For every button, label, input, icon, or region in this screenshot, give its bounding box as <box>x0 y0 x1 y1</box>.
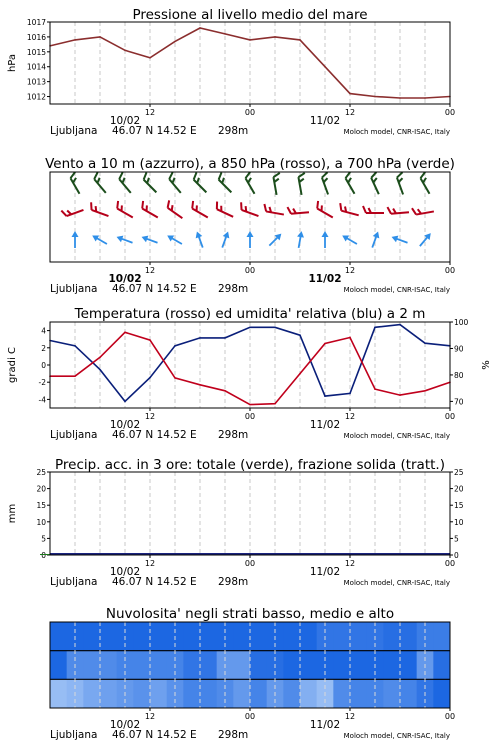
date-label: 11/02 <box>309 419 341 431</box>
wind-barb <box>165 200 186 218</box>
cloud-cell <box>433 679 450 708</box>
x-tick-label: 12 <box>344 108 356 117</box>
temperature-line-point <box>249 404 251 406</box>
footer-altitude: 298m <box>218 429 249 441</box>
temperature-line-point <box>324 343 326 345</box>
pressure-line-point <box>274 36 276 38</box>
cloud-cell <box>200 679 217 708</box>
y-tick-label-right: 10 <box>454 517 464 527</box>
temperature-line-point <box>374 388 376 390</box>
x-tick-label: 00 <box>444 412 456 421</box>
cloud-cell <box>183 651 200 680</box>
cloud-cell <box>400 651 417 680</box>
x-tick-label: 12 <box>144 108 156 117</box>
y-tick-label-right: 0 <box>454 551 459 560</box>
y-tick-label-right: 5 <box>454 534 459 544</box>
barb-feather <box>165 200 171 207</box>
barb-feather <box>263 204 267 211</box>
arrow-head <box>90 232 99 241</box>
y-tick-label: 25 <box>36 468 46 477</box>
cloud-cell <box>383 679 400 708</box>
arrow-head <box>247 231 254 237</box>
cloud-cell <box>350 651 367 680</box>
date-label: 10/02 <box>109 566 141 578</box>
barb-feather <box>140 201 146 209</box>
wind-barb <box>370 172 385 194</box>
x-tick-label: 00 <box>444 712 456 721</box>
date-label: 10/02 <box>108 273 142 285</box>
cloud-cell <box>400 622 417 651</box>
cloud-cell <box>83 622 100 651</box>
x-tick-label: 12 <box>144 412 156 421</box>
temperature-line-point <box>174 377 176 379</box>
x-tick-label: 12 <box>344 559 356 568</box>
y-axis-label-right: % <box>481 360 492 370</box>
cloud-cell <box>150 622 167 651</box>
wind-barb <box>419 172 436 194</box>
cloud-cell <box>383 651 400 680</box>
footer-coords: 46.07 N 14.52 E <box>112 125 197 137</box>
humidity-line-point <box>199 337 201 339</box>
barb-feather <box>192 173 199 180</box>
cloud-cell <box>50 651 67 680</box>
y-tick-label: 1013 <box>26 77 46 87</box>
cloud-cell <box>183 622 200 651</box>
humidity-line-point <box>174 345 176 347</box>
cloud-cell <box>300 622 317 651</box>
cloud-cell <box>83 651 100 680</box>
y-tick-label: 20 <box>36 484 46 494</box>
barb-shaft <box>291 212 309 214</box>
x-tick-label: 12 <box>344 412 356 421</box>
humidity-line-point <box>99 369 101 371</box>
pressure-line-point <box>374 96 376 98</box>
wind-barb <box>321 172 335 194</box>
pressure-line-point <box>424 97 426 99</box>
barb-shaft <box>391 212 409 214</box>
wind-barb <box>273 173 284 195</box>
y-tick-label: 15 <box>36 501 46 511</box>
footer-model: Moloch model, CNR-ISAC, Italy <box>343 732 450 740</box>
footer-altitude: 298m <box>218 576 249 588</box>
footer-altitude: 298m <box>218 125 249 137</box>
temperature-line-point <box>74 375 76 377</box>
date-label: 10/02 <box>109 719 141 731</box>
cloud-cell <box>133 622 150 651</box>
y-tick-label: -4 <box>38 395 46 405</box>
footer-model: Moloch model, CNR-ISAC, Italy <box>343 286 450 294</box>
footer-altitude: 298m <box>218 283 249 295</box>
temperature-line-point <box>99 356 101 358</box>
arrow-head <box>373 230 382 238</box>
pressure-line-point <box>399 97 401 99</box>
x-tick-label: 00 <box>244 266 256 275</box>
barb-feather <box>363 206 366 213</box>
barb-feather <box>273 173 280 177</box>
x-tick-label: 00 <box>244 108 256 117</box>
pressure-line-point <box>74 39 76 41</box>
footer-altitude: 298m <box>218 729 249 741</box>
cloud-cell <box>250 651 267 680</box>
cloud-cell <box>350 622 367 651</box>
x-tick-label: 00 <box>244 712 256 721</box>
cloud-cell <box>233 679 250 708</box>
arrow-head <box>72 231 79 237</box>
barb-feather <box>89 202 94 210</box>
barb-feather <box>142 173 149 180</box>
pressure-line-point <box>324 66 326 68</box>
temperature-line-point <box>199 384 201 386</box>
chart-title: Vento a 10 m (azzurro), a 850 hPa (rosso), a 700 hPa (verde) <box>45 156 455 172</box>
arrow-head <box>340 232 349 241</box>
footer-model: Moloch model, CNR-ISAC, Italy <box>343 432 450 440</box>
cloud-cell <box>50 679 67 708</box>
date-label: 11/02 <box>309 115 341 127</box>
y-tick-label: 1016 <box>26 32 46 42</box>
humidity-line-point <box>224 337 226 339</box>
pressure-line-point <box>174 41 176 43</box>
cloud-cell <box>50 622 67 651</box>
pressure-line-point <box>349 93 351 95</box>
footer-coords: 46.07 N 14.52 E <box>112 576 197 588</box>
x-tick-label: 00 <box>244 412 256 421</box>
wind-barb <box>142 173 162 193</box>
cloud-cell <box>83 679 100 708</box>
humidity-line-point <box>249 326 251 328</box>
wind-arrow <box>72 231 79 248</box>
y-tick-label-right: 100 <box>454 318 469 327</box>
y-tick-label-right: 80 <box>454 370 464 380</box>
chart-title: Temperatura (rosso) ed umidita' relativa (blu) a 2 m <box>74 306 426 322</box>
humidity-line-point <box>349 393 351 395</box>
barb-feather <box>239 202 244 210</box>
y-tick-label-right: 25 <box>454 468 464 477</box>
pressure-line-point <box>249 39 251 41</box>
y-axis-label: mm <box>7 503 18 524</box>
chart-title: Nuvolosita' negli strati basso, medio e alto <box>105 606 395 622</box>
pressure-line-point <box>124 50 126 52</box>
y-tick-label: 1014 <box>26 62 46 72</box>
y-tick-label-right: 90 <box>454 344 464 354</box>
x-tick-label: 00 <box>244 559 256 568</box>
wind-barb <box>92 172 111 193</box>
barb-feather <box>338 203 343 211</box>
wind-barb <box>396 172 410 194</box>
barb-feather <box>217 173 224 180</box>
cloud-cell <box>250 679 267 708</box>
wind-barb <box>363 206 384 213</box>
y-axis-label: gradi C <box>7 347 18 383</box>
barb-feather <box>315 201 321 209</box>
y-tick-label-right: 70 <box>454 397 464 407</box>
y-tick-label: 1015 <box>26 47 46 57</box>
arrow-head <box>322 231 329 237</box>
humidity-line-point <box>399 324 401 326</box>
barb-feather <box>370 172 378 178</box>
wind-barb <box>263 204 285 215</box>
y-axis-label: hPa <box>7 53 18 73</box>
x-tick-label: 00 <box>444 266 456 275</box>
humidity-line-point <box>299 334 301 336</box>
temperature-line-point <box>424 390 426 392</box>
wind-arrow <box>247 231 254 248</box>
footer-location: Ljubljana <box>50 429 98 441</box>
arrow-head <box>140 234 148 243</box>
x-tick-label: 12 <box>144 712 156 721</box>
wind-arrow <box>322 231 329 248</box>
temperature-line-point <box>299 373 301 375</box>
temperature-line-point <box>124 332 126 334</box>
footer-location: Ljubljana <box>50 729 98 741</box>
arrow-head <box>115 234 123 243</box>
footer-location: Ljubljana <box>50 283 98 295</box>
cloud-cell <box>100 679 117 708</box>
pressure-line-point <box>299 39 301 41</box>
wind-barb <box>298 173 309 195</box>
wind-barb <box>192 173 212 193</box>
wind-barb <box>412 205 434 216</box>
plot-frame <box>50 22 450 104</box>
x-tick-label: 12 <box>144 559 156 568</box>
x-tick-label: 00 <box>444 559 456 568</box>
date-label: 11/02 <box>308 273 342 285</box>
barb-feather <box>412 208 416 215</box>
humidity-line-point <box>324 395 326 397</box>
y-tick-label-right: 15 <box>454 501 464 511</box>
date-label: 10/02 <box>109 419 141 431</box>
humidity-line-point <box>124 401 126 403</box>
temperature-line-point <box>274 403 276 405</box>
y-tick-label: 10 <box>36 517 46 527</box>
footer-location: Ljubljana <box>50 576 98 588</box>
cloud-cell <box>133 651 150 680</box>
cloud-cell <box>233 622 250 651</box>
y-tick-label: 2 <box>41 343 46 353</box>
humidity-line-point <box>74 345 76 347</box>
wind-barb <box>344 172 361 194</box>
cloud-cell <box>283 651 300 680</box>
x-tick-label: 12 <box>344 266 356 275</box>
chart-title: Pressione al livello medio del mare <box>132 7 368 23</box>
barb-feather <box>387 207 391 214</box>
barb-feather <box>115 201 121 209</box>
cloud-cell <box>300 679 317 708</box>
footer-model: Moloch model, CNR-ISAC, Italy <box>343 128 450 136</box>
barb-feather <box>214 202 220 210</box>
y-tick-label: -2 <box>38 378 46 388</box>
humidity-line-point <box>424 342 426 344</box>
wind-barb <box>117 172 136 193</box>
arrow-head <box>194 230 203 238</box>
date-label: 11/02 <box>309 566 341 578</box>
wind-barb <box>217 173 237 193</box>
humidity-line-point <box>374 326 376 328</box>
x-tick-label: 12 <box>344 712 356 721</box>
date-label: 11/02 <box>309 719 341 731</box>
barb-feather <box>298 173 305 177</box>
y-tick-label: 4 <box>41 326 46 336</box>
arrow-head <box>297 231 305 238</box>
y-tick-label: 0 <box>41 551 46 560</box>
cloud-cell <box>150 679 167 708</box>
cloud-cell <box>233 651 250 680</box>
temperature-line-point <box>149 339 151 341</box>
barb-feather <box>190 201 196 209</box>
humidity-line-point <box>274 326 276 328</box>
cloud-cell <box>200 651 217 680</box>
y-tick-label: 0 <box>41 361 46 370</box>
footer-model: Moloch model, CNR-ISAC, Italy <box>343 579 450 587</box>
chart-title: Precip. acc. in 3 ore: totale (verde), frazione solida (tratt.) <box>55 457 445 473</box>
cloud-cell <box>283 622 300 651</box>
cloud-cell <box>250 622 267 651</box>
cloud-cell <box>433 651 450 680</box>
arrow-head <box>165 232 174 241</box>
cloud-cell <box>400 679 417 708</box>
cloud-cell <box>283 679 300 708</box>
cloud-cell <box>300 651 317 680</box>
wind-barb <box>61 203 83 217</box>
temperature-line-point <box>399 394 401 396</box>
cloud-cell <box>350 679 367 708</box>
arrow-head <box>390 234 398 243</box>
temperature-line-point <box>224 390 226 392</box>
cloud-cell <box>150 651 167 680</box>
wind-barb <box>244 172 261 194</box>
cloud-cell <box>133 679 150 708</box>
cloud-cell <box>383 622 400 651</box>
pressure-line-point <box>99 36 101 38</box>
barb-feather <box>61 210 66 218</box>
pressure-line-point <box>199 27 201 29</box>
cloud-cell <box>100 622 117 651</box>
cloud-cell <box>200 622 217 651</box>
x-tick-label: 12 <box>144 266 156 275</box>
cloud-cell <box>333 679 350 708</box>
arrow-head <box>223 230 232 238</box>
footer-location: Ljubljana <box>50 125 98 137</box>
pressure-line-point <box>224 33 226 35</box>
x-tick-label: 00 <box>444 108 456 117</box>
cloud-cell <box>183 679 200 708</box>
wind-barb <box>387 205 409 214</box>
date-label: 10/02 <box>109 115 141 127</box>
wind-barb <box>69 172 86 194</box>
footer-coords: 46.07 N 14.52 E <box>112 283 197 295</box>
y-tick-label: 5 <box>41 534 46 544</box>
temperature-line-point <box>349 337 351 339</box>
footer-coords: 46.07 N 14.52 E <box>112 729 197 741</box>
cloud-cell <box>333 622 350 651</box>
wind-barb <box>338 203 360 215</box>
wind-barb <box>287 205 309 214</box>
wind-barb <box>167 172 186 193</box>
cloud-cell <box>333 651 350 680</box>
cloud-cell <box>100 651 117 680</box>
y-tick-label: 1012 <box>26 92 46 102</box>
footer-coords: 46.07 N 14.52 E <box>112 429 197 441</box>
barb-feather <box>287 207 291 214</box>
humidity-line-point <box>149 377 151 379</box>
pressure-line-point <box>149 57 151 59</box>
cloud-cell <box>433 622 450 651</box>
y-tick-label: 1017 <box>26 18 46 27</box>
y-tick-label-right: 20 <box>454 484 464 494</box>
